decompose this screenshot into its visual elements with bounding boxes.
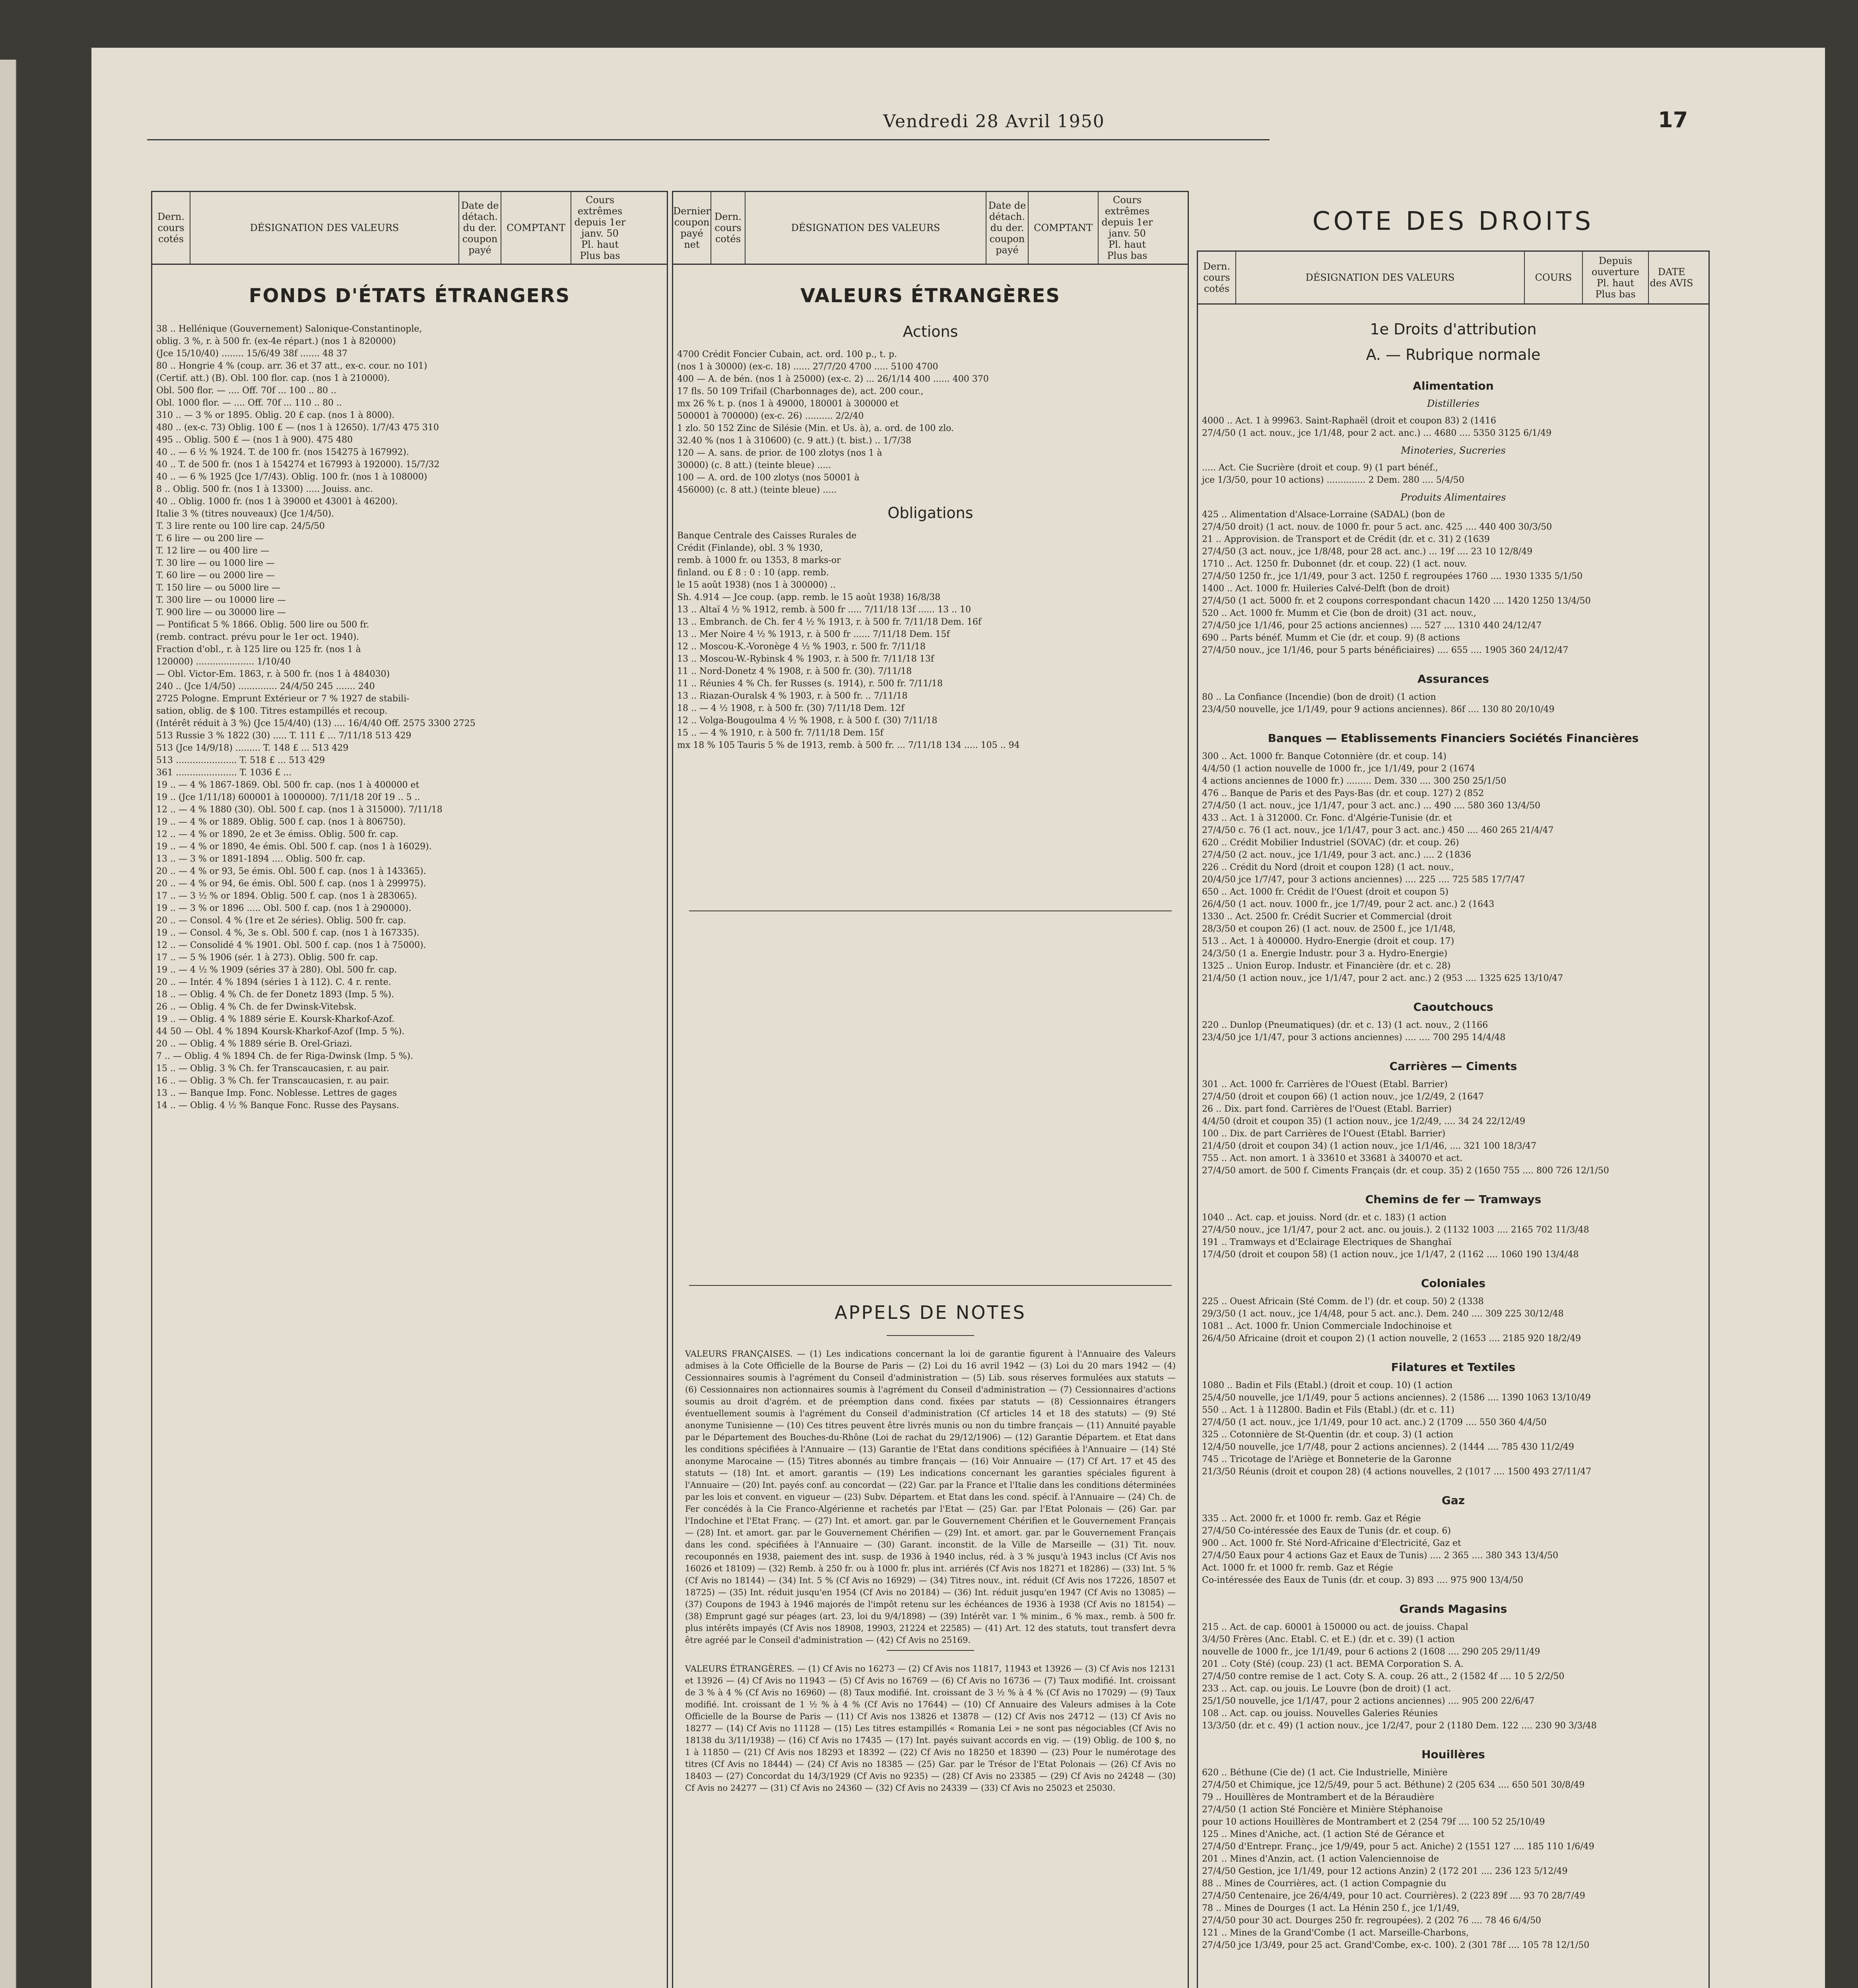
short-divider (887, 1335, 974, 1336)
list-item: 1040 .. Act. cap. et jouiss. Nord (dr. et c. 183) (1 action (1202, 1213, 1447, 1223)
list-item: 121 .. Mines de la Grand'Combe (1 act. Marseille-Charbons, (1202, 1928, 1469, 1938)
group-title: Produits Alimentaires (1400, 492, 1506, 503)
list-item: 620 .. Crédit Mobilier Industriel (SOVAC) (dr. et coup. 26) (1202, 838, 1459, 848)
header-comptant: COMPTANT (501, 192, 571, 264)
header-depuis-ouverture-label: Depuis ouverture (1592, 255, 1639, 278)
list-item: 425 .. Alimentation d'Alsace-Lorraine (SADAL) (bon de (1202, 510, 1445, 520)
list-item: mx 26 % t. p. (nos 1 à 49000, 180001 à 300000 et (677, 399, 899, 409)
table-header (673, 192, 1188, 265)
list-item: 15 .. — Oblig. 3 % Ch. fer Transcaucasien, r. au pair. (156, 1064, 389, 1074)
list-item: 13 .. Embranch. de Ch. fer 4 ½ % 1913, r. à 500 fr. 7/11/18 Dem. 16f (677, 617, 982, 627)
list-item: 233 .. Act. cap. ou jouis. Le Louvre (bon de droit) (1 act. (1202, 1684, 1451, 1694)
list-item: 40 .. — 6 % 1925 (Jce 1/7/43). Oblig. 100 fr. (nos 1 à 108000) (156, 472, 427, 482)
list-item: 1710 .. Act. 1250 fr. Dubonnet (dr. et coup. 22) (1 act. nouv. (1202, 559, 1467, 569)
list-item: 13 .. Riazan-Ouralsk 4 % 1903, r. à 500 fr. .. 7/11/18 (677, 691, 908, 701)
list-item: (Intérêt réduit à 3 %) (Jce 15/4/40) (13) .... 16/4/40 Off. 2575 3300 2725 (156, 718, 476, 728)
header-plus-bas: Plus bas (580, 250, 620, 261)
list-item: 400 — A. de bén. (nos 1 à 25000) (ex-c. 2) ... 26/1/14 400 ...... 400 370 (677, 374, 989, 384)
list-item: 20 .. — Intér. 4 % 1894 (séries 1 à 112). C. 4 r. rente. (156, 977, 391, 987)
header-date-detach: Date de détach. du der. coupon payé (459, 192, 501, 264)
list-item: 27/4/50 jce 1/3/49, pour 25 act. Grand'Combe, ex-c. 100). 2 (301 78f .... 105 78 12/1/50 (1202, 1940, 1590, 1950)
list-item: T. 900 lire — ou 30000 lire — (156, 608, 286, 617)
group-title: Houillères (1421, 1748, 1485, 1761)
list-item: 100 — A. ord. de 100 zlotys (nos 50001 à (677, 473, 860, 483)
list-item: 19 .. — 4 ½ % 1909 (séries 37 à 280). Obl. 500 fr. cap. (156, 965, 397, 975)
list-item: T. 30 lire — ou 1000 lire — (156, 558, 275, 568)
list-item: 27/4/50 droit) (1 act. nouv. de 1000 fr. pour 5 act. anc. 425 .... 440 400 30/3/50 (1202, 522, 1552, 532)
list-item: finland. ou £ 8 : 0 : 10 (app. remb. (677, 568, 829, 578)
list-item: 27/4/50 (1 act. nouv., jce 1/1/47, pour 3 act. anc.) ... 490 .... 580 360 13/4/50 (1202, 801, 1541, 811)
list-item: 4700 Crédit Foncier Cubain, act. ord. 100 p., t. p. (677, 349, 897, 359)
list-item: 32.40 % (nos 1 à 310600) (c. 9 att.) (t. bist.) .. 1/7/38 (677, 436, 912, 446)
list-item: 19 .. — Oblig. 4 % 1889 série E. Koursk-Kharkof-Azof. (156, 1014, 395, 1024)
list-item: 24/3/50 (1 a. Energie Industr. pour 3 a. Hydro-Energie) (1202, 949, 1448, 959)
list-item: 240 .. (Jce 1/4/50) .............. 24/4/50 245 ....... 240 (156, 681, 375, 691)
list-item: 300 .. Act. 1000 fr. Banque Cotonnière (dr. et coup. 14) (1202, 751, 1447, 761)
divider (689, 1285, 1172, 1286)
list-item: 361 ...................... T. 1036 £ ... (156, 768, 292, 778)
header-pl-haut: Pl. haut (581, 239, 619, 250)
list-item: 20 .. — Oblig. 4 % 1889 série B. Orel-Griazi. (156, 1039, 353, 1049)
list-item: Crédit (Finlande), obl. 3 % 1930, (677, 543, 823, 553)
list-item: 226 .. Crédit du Nord (droit et coupon 128) (1 act. nouv., (1202, 862, 1454, 872)
list-item: 27/4/50 Gestion, jce 1/1/49, pour 12 actions Anzin) 2 (172 201 .... 236 123 5/12/49 (1202, 1866, 1568, 1876)
header-pl-haut: Pl. haut (1597, 278, 1634, 289)
header-cours-extremes (571, 192, 629, 264)
list-item: 12 .. — 4 % 1880 (30). Obl. 500 f. cap. (nos 1 à 315000). 7/11/18 (156, 805, 443, 815)
list-item: 12 .. — Consolidé 4 % 1901. Obl. 500 f. cap. (nos 1 à 75000). (156, 940, 426, 950)
list-item: 12 .. Volga-Bougoulma 4 ½ % 1908, r. à 500 f. (30) 7/11/18 (677, 716, 938, 726)
list-item: 12 .. Moscou-K.-Voronège 4 ½ % 1903, r. 500 fr. 7/11/18 (677, 642, 926, 652)
list-item: 27/4/50 jce 1/1/46, pour 25 actions anciennes) .... 527 .... 1310 440 24/12/47 (1202, 621, 1542, 631)
list-item: 433 .. Act. 1 à 312000. Cr. Fonc. d'Algérie-Tunisie (dr. et (1202, 813, 1452, 823)
list-item: 18 .. — Oblig. 4 % Ch. de fer Donetz 1893 (Imp. 5 %). (156, 990, 394, 1000)
list-item: 2725 Pologne. Emprunt Extérieur or 7 % 1927 de stabili- (156, 694, 410, 704)
group-title: Caoutchoucs (1413, 1000, 1493, 1013)
group-title: Alimentation (1413, 379, 1494, 392)
group-title: Coloniales (1421, 1277, 1486, 1290)
list-item: 27/4/50 amort. de 500 f. Ciments Français (dr. et coup. 35) 2 (1650 755 .... 800 726 12/1/50 (1202, 1166, 1609, 1176)
group-title: Assurances (1417, 672, 1489, 685)
list-item: jce 1/3/50, pour 10 actions) .............. 2 Dem. 280 .... 5/4/50 (1202, 475, 1464, 485)
group-title: Gaz (1441, 1494, 1465, 1507)
group-title: Chemins de fer — Tramways (1365, 1193, 1542, 1206)
list-item: 1325 .. Union Europ. Industr. et Financière (dr. et c. 28) (1202, 961, 1451, 971)
list-item: (remb. contract. prévu pour le 1er oct. 1940). (156, 632, 359, 642)
header-cours-extremes-label: Cours extrêmes depuis 1er janv. 50 (574, 194, 626, 239)
list-item: 1 zlo. 50 152 Zinc de Silésie (Min. et Us. à), a. ord. de 100 zlo. (677, 423, 954, 433)
list-item: ..... Act. Cie Sucrière (droit et coup. 9) (1 part bénéf., (1202, 463, 1438, 473)
list-item: 26/4/50 (1 act. nouv. 1000 fr., jce 1/7/49, pour 2 act. anc.) 2 (1643 (1202, 899, 1495, 909)
list-item: 7 .. — Oblig. 4 % 1894 Ch. de fer Riga-Dwinsk (Imp. 5 %). (156, 1051, 414, 1061)
list-item: 13 .. Altaï 4 ½ % 1912, remb. à 500 fr ..... 7/11/18 13f ...... 13 .. 10 (677, 605, 971, 615)
list-item: 27/4/50 c. 76 (1 act. nouv., jce 1/1/47, pour 3 act. anc.) 450 .... 460 265 21/4/47 (1202, 825, 1554, 835)
list-item: 26/4/50 Africaine (droit et coupon 2) (1 action nouvelle, 2 (1653 .... 2185 920 18/2/49 (1202, 1334, 1581, 1343)
section-droits-attribution: 1e Droits d'attribution (1370, 320, 1537, 338)
header-plus-bas: Plus bas (1107, 250, 1147, 261)
list-item: 27/4/50 (2 act. nouv., jce 1/1/49, pour 3 act. anc.) .... 2 (1836 (1202, 850, 1471, 860)
list-item: 4000 .. Act. 1 à 99963. Saint-Raphaël (droit et coupon 83) 2 (1416 (1202, 416, 1496, 426)
list-item: 17 fls. 50 109 Trifail (Charbonnages de), act. 200 cour., (677, 386, 924, 396)
header-rule (147, 139, 1270, 140)
list-item: 17/4/50 (droit et coupon 58) (1 action nouv., jce 1/1/47, 2 (1162 .... 1060 190 13/4/48 (1202, 1250, 1579, 1260)
list-item: 108 .. Act. cap. ou jouiss. Nouvelles Galeries Réunies (1202, 1708, 1438, 1718)
header-dern-cours: Dern. cours cotés (711, 192, 746, 264)
section-title: VALEURS ÉTRANGÈRES (800, 285, 1060, 307)
list-item: 40 .. T. de 500 fr. (nos 1 à 154274 et 167993 à 192000). 15/7/32 (156, 460, 440, 470)
list-item: Italie 3 % (titres nouveaux) (Jce 1/4/50). (156, 509, 334, 519)
list-item: 27/4/50 Centenaire, jce 26/4/49, pour 10 act. Courrières). 2 (223 89f .... 93 70 28/7/49 (1202, 1891, 1585, 1901)
rubrique-normale: A. — Rubrique normale (1366, 346, 1541, 363)
running-title: Vendredi 28 Avril 1950 (883, 111, 1105, 132)
list-item: 79 .. Houillères de Montrambert et de la Béraudière (1202, 1792, 1435, 1802)
list-item: (Jce 15/10/40) ........ 15/6/49 38f ....... 48 37 (156, 349, 348, 359)
list-item: 16 .. — Oblig. 3 % Ch. fer Transcaucasien, r. au pair. (156, 1076, 389, 1086)
rows-obligations (673, 530, 1188, 751)
column-valeurs-etrangeres (672, 191, 1189, 1988)
list-item: 513 ...................... T. 518 £ ... 513 429 (156, 755, 325, 765)
list-item: 3/4/50 Frères (Anc. Etabl. C. et E.) (dr. et c. 39) (1 action (1202, 1635, 1455, 1644)
header-pl-haut: Pl. haut (1109, 239, 1146, 250)
blank-space (673, 919, 1188, 1277)
list-item: 38 .. Hellénique (Gouvernement) Salonique-Constantinople, (156, 324, 422, 334)
list-item: 201 .. Mines d'Anzin, act. (1 action Valenciennoise de (1202, 1854, 1439, 1864)
list-item: 40 .. Oblig. 1000 fr. (nos 1 à 39000 et 43001 à 46200). (156, 497, 398, 507)
list-item: 27/4/50 Eaux pour 4 actions Gaz et Eaux de Tunis) .... 2 365 .... 380 343 13/4/50 (1202, 1551, 1559, 1561)
header-dern-cours: Dern. cours cotés (1198, 252, 1236, 303)
list-item: 27/4/50 d'Entrepr. Franç., jce 1/9/49, pour 5 act. Aniche) 2 (1551 127 .... 185 110 1/6/49 (1202, 1842, 1594, 1852)
notes-valeurs-francaises: VALEURS FRANÇAISES. — (1) Les indications concernant la loi de garantie figurent à l'Annuaire des Valeurs admises à la Cote Officielle de la Bourse de Paris — (2) Loi du 16 avril 1942 — (3) Loi du 20 mars 1942 — (4) Cessionnaires soumis à l'agrément du Conseil d'administration — (5) Lib. sous réserves formulées aux statuts — (6) Cessionnaires non actionnaires soumis à l'agrément du Conseil d'administration — (7) Cessionnaires d'actions soumis au droit d'agrém. et de préemption dans cond. fixées par statuts — (8) Cessionnaires étrangers éventuellement soumis à l'agrément du Conseil d'administration (Cf articles 14 et 18 des statuts) — (9) Sté anonyme Tunisienne — (10) Ces titres peuvent être livrés munis ou non du timbre français — (11) Annuité payable par le Département des Bouches-du-Rhône (Loi de rachat du 29/12/1906) — (12) Garantie Départem. et Etat dans les conditions spécifiées à l'Annuaire — (13) Garantie de l'Etat dans conditions spécifiées à l'Annuaire — (14) Sté anonyme Marocaine — (15) Titres abonnés au timbre français — (16) Voir Annuaire — (17) Cf Art. 17 et 45 des statuts — (18) Int. et amort. garantis — (19) Les indications concernant les garanties spéciales figurent à l'Annuaire — (20) Int. payés conf. au concordat — (22) Gar. par la France et l'Italie dans les conditions déterminées par les lois et convent. en vigueur — (23) Subv. Départem. et Etat dans les cond. spécif. à l'Annuaire — (24) Ch. de Fer concédés à la Cie Franco-Algérienne et rachetés par l'Etat — (25) Gar. par l'Etat Polonais — (26) Gar. par l'Indochine et l'Etat Franç. — (27) Int. et amort. gar. par le Gouvernement Chérifien et le Gouvernement Français — (28) Int. et amort. gar. par le Gouvernement Chérifien — (29) Int. et amort. gar. par le Gouvernement Français dans les cond. spécifiées à l'Annuaire — (30) Garant. inconstit. de la Ville de Marseille — (31) Tit. nouv. recouponnés en 1938, paiement des int. susp. de 1936 à 1940 inclus, réd. à 3 % jusqu'à 1943 inclus (Cf Avis nos 16026 et 18109) — (32) Remb. à 250 fr. ou à 1000 fr. plus int. arriérés (Cf Avis nos 18271 et 18286) — (33) Int. 5 % (Cf Avis no 18144) — (34) Int. 5 % (Cf Avis no 16929) — (34) Titres nouv., int. réduit (Cf Avis nos 17226, 18507 et 18725) — (35) Int. réduit jusqu'en 1954 (Cf Avis no 20184) — (36) Int. réduit jusqu'en 1947 (Cf Avis no 13085) — (37) Coupons de 1943 à 1946 majorés de l'impôt retenu sur les échéances de 1936 à 1938 (Cf Avis no 18154) — (38) Emprunt gagé sur péages (art. 23, loi du 9/4/1898) — (39) Intérêt var. 1 % minim., 6 % max., remb. à 500 fr. plus intérêts impayés (Cf Avis nos 18908, 19903, 21224 et 22585) — (41) Art. 12 des statuts, tout transfert devra être agréé par le Conseil d'administration — (42) Cf Avis no 25169. (685, 1349, 1176, 1645)
list-item: 19 .. (Jce 1/11/18) 600001 à 1000000). 7/11/18 20f 19 .. 5 .. (156, 792, 420, 802)
list-item: 20 .. — 4 % or 94, 6e émis. Obl. 500 f. cap. (nos 1 à 299975). (156, 879, 426, 889)
header-designation: DÉSIGNATION DES VALEURS (1236, 252, 1525, 303)
list-item: 27/4/50 (3 act. nouv., jce 1/8/48, pour 28 act. anc.) ... 19f .... 23 10 12/8/49 (1202, 547, 1533, 557)
list-item: 201 .. Coty (Sté) (coup. 23) (1 act. BEMA Corporation S. A. (1202, 1659, 1464, 1669)
list-item: 120000) ..................... 1/10/40 (156, 657, 291, 667)
list-item: 12/4/50 nouvelle, jce 1/7/48, pour 2 actions anciennes). 2 (1444 .... 785 430 11/2/49 (1202, 1442, 1575, 1452)
list-item: 4 actions anciennes de 1000 fr.) ......... Dem. 330 .... 300 250 25/1/50 (1202, 776, 1507, 786)
list-item: 44 50 — Obl. 4 % 1894 Koursk-Kharkof-Azof (Imp. 5 %). (156, 1027, 405, 1037)
list-item: 19 .. — 3 % or 1896 ..... Obl. 500 f. cap. (nos 1 à 290000). (156, 903, 412, 913)
list-item: 19 .. — 4 % or 1890, 4e émis. Obl. 500 f. cap. (nos 1 à 16029). (156, 842, 432, 852)
list-item: 12 .. — 4 % or 1890, 2e et 3e émiss. Oblig. 500 fr. cap. (156, 829, 398, 839)
list-item: T. 6 lire — ou 200 lire — (156, 534, 264, 544)
header-cours: COURS (1525, 252, 1583, 303)
list-item: 19 .. — 4 % or 1889. Oblig. 500 f. cap. (nos 1 à 806750). (156, 817, 406, 827)
list-item: 215 .. Act. de cap. 60001 à 150000 ou act. de jouiss. Chapal (1202, 1622, 1468, 1632)
list-item: T. 150 lire — ou 5000 lire — (156, 583, 280, 593)
list-item: 21/3/50 Réunis (droit et coupon 28) (4 actions nouvelles, 2 (1017 .... 1500 493 27/11/47 (1202, 1467, 1592, 1477)
list-item: Fraction d'obl., r. à 125 lire ou 125 fr. (nos 1 à (156, 645, 361, 654)
list-item: 27/4/50 (droit et coupon 66) (1 action nouv., jce 1/2/49, 2 (1647 (1202, 1092, 1484, 1102)
list-item: 13/3/50 (dr. et c. 49) (1 action nouv., jce 1/2/47, pour 2 (1180 Dem. 122 .... 230 90 3/3/48 (1202, 1721, 1597, 1731)
list-item: T. 12 lire — ou 400 lire — (156, 546, 270, 556)
list-item: oblig. 3 %, r. à 500 fr. (ex-4e répart.) (nos 1 à 820000) (156, 336, 396, 346)
list-item: 20/4/50 jce 1/7/47, pour 3 actions anciennes) .... 225 .... 725 585 17/7/47 (1202, 875, 1525, 885)
header-cours-extremes-label: Cours extrêmes depuis 1er janv. 50 (1101, 194, 1153, 239)
groups-col3 (1198, 379, 1709, 1951)
list-item: 27/4/50 et Chimique, jce 12/5/49, pour 5 act. Béthune) 2 (205 634 .... 650 501 30/8/49 (1202, 1780, 1585, 1790)
column-fonds-etats (151, 191, 668, 1988)
header-date-avis: DATE des AVIS (1650, 266, 1693, 289)
list-item: 30000) (c. 8 att.) (teinte bleue) ..... (677, 460, 831, 470)
list-item: 27/4/50 (1 act. nouv., jce 1/1/48, pour 2 act. anc.) ... 4680 .... 5350 3125 6/1/49 (1202, 428, 1552, 438)
list-item: 80 .. La Confiance (Incendie) (bon de droit) (1 action (1202, 692, 1436, 702)
list-item: — Pontificat 5 % 1866. Oblig. 500 lire ou 500 fr. (156, 620, 369, 630)
list-item: 513 Russie 3 % 1822 (30) ..... T. 111 £ ... 7/11/18 513 429 (156, 731, 412, 741)
list-item: 456000) (c. 8 att.) (teinte bleue) ..... (677, 485, 837, 495)
list-item: 120 — A. sans. de prior. de 100 zlotys (nos 1 à (677, 448, 882, 458)
list-item: 27/4/50 (1 act. 5000 fr. et 2 coupons correspondant chacun 1420 .... 1420 1250 13/4/50 (1202, 596, 1591, 606)
list-item: 100 .. Dix. de part Carrières de l'Ouest (Etabl. Barrier) (1202, 1129, 1446, 1139)
list-item: 17 .. — 5 % 1906 (sér. 1 à 273). Oblig. 500 fr. cap. (156, 953, 378, 963)
list-item: 690 .. Parts bénéf. Mumm et Cie (dr. et coup. 9) (8 actions (1202, 633, 1460, 643)
list-item: 4/4/50 (droit et coupon 35) (1 action nouv., jce 1/2/49, .... 34 24 22/12/49 (1202, 1116, 1526, 1126)
list-item: 550 .. Act. 1 à 112800. Badin et Fils (Etabl.) (dr. et c. 11) (1202, 1405, 1454, 1415)
list-item: Sh. 4.914 — Jce coup. (app. remb. le 15 août 1938) 16/8/38 (677, 592, 941, 602)
list-item: 11 .. Nord-Donetz 4 % 1908, r. à 500 fr. (30). 7/11/18 (677, 666, 912, 676)
page-number: 17 (1658, 107, 1688, 132)
rows-col1 (152, 323, 667, 1112)
list-item: 19 .. — 4 % 1867-1869. Obl. 500 fr. cap. (nos 1 à 400000 et (156, 780, 419, 790)
list-item: 191 .. Tramways et d'Eclairage Electriques de Shanghaï (1202, 1237, 1452, 1247)
header-comptant: COMPTANT (1029, 192, 1099, 264)
table-header (152, 192, 667, 265)
list-item: 14 .. — Oblig. 4 ½ % Banque Fonc. Russe des Paysans. (156, 1101, 399, 1110)
list-item: 40 .. — 6 ½ % 1924. T. de 100 fr. (nos 154275 à 167992). (156, 447, 409, 457)
header-cours-extremes (1099, 192, 1156, 264)
list-item: 27/4/50 nouv., jce 1/1/47, pour 2 act. anc. ou jouis.). 2 (1132 1003 .... 2165 702 11/3/48 (1202, 1225, 1589, 1235)
list-item: mx 18 % 105 Tauris 5 % de 1913, remb. à 500 fr. ... 7/11/18 134 ..... 105 .. 94 (677, 740, 1020, 750)
list-item: 27/4/50 (1 act. nouv., jce 1/1/49, pour 10 act. anc.) 2 (1709 .... 550 360 4/4/50 (1202, 1417, 1547, 1427)
list-item: 27/4/50 1250 fr., jce 1/1/49, pour 3 act. 1250 f. regroupées 1760 .... 1930 1335 5/1/50 (1202, 571, 1583, 581)
list-item: 310 .. — 3 % or 1895. Oblig. 20 £ cap. (nos 1 à 8000). (156, 410, 395, 420)
list-item: 500001 à 700000) (ex-c. 26) .......... 2/2/40 (677, 411, 864, 421)
list-item: 476 .. Banque de Paris et des Pays-Bas (dr. et coup. 127) 2 (852 (1202, 788, 1484, 798)
actions-title: Actions (903, 323, 958, 340)
list-item: Obl. 500 flor. — .... Off. 70f ... 100 .. 80 .. (156, 386, 336, 396)
list-item: le 15 août 1938) (nos 1 à 300000) .. (677, 580, 836, 590)
list-item: 25/4/50 nouvelle, jce 1/1/49, pour 5 actions anciennes). 2 (1586 .... 1390 1063 13/10/49 (1202, 1393, 1591, 1403)
list-item: 220 .. Dunlop (Pneumatiques) (dr. et c. 13) (1 act. nouv., 2 (1166 (1202, 1020, 1488, 1030)
list-item: 15 .. — 4 % 1910, r. à 500 fr. 7/11/18 Dem. 15f (677, 728, 883, 738)
list-item: 335 .. Act. 2000 fr. et 1000 fr. remb. Gaz et Régie (1202, 1514, 1421, 1524)
list-item: 23/4/50 jce 1/1/47, pour 3 actions anciennes) .... .... 700 295 14/4/48 (1202, 1033, 1506, 1043)
group-title: Grands Magasins (1399, 1602, 1507, 1615)
list-item: 1330 .. Act. 2500 fr. Crédit Sucrier et Commercial (droit (1202, 912, 1452, 922)
list-item: 13 .. Mer Noire 4 ½ % 1913, r. à 500 fr ...... 7/11/18 Dem. 15f (677, 629, 950, 639)
list-item: 19 .. — Consol. 4 %, 3e s. Obl. 500 f. cap. (nos 1 à 167335). (156, 928, 419, 938)
list-item: 11 .. Réunies 4 % Ch. fer Russes (s. 1914), r. 500 fr. 7/11/18 (677, 679, 943, 689)
group-title: Banques — Etablissements Financiers Sociétés Financières (1268, 732, 1639, 745)
list-item: 900 .. Act. 1000 fr. Sté Nord-Africaine d'Electricité, Gaz et (1202, 1538, 1461, 1548)
notes-valeurs-etrangeres: VALEURS ÉTRANGÈRES. — (1) Cf Avis no 16273 — (2) Cf Avis nos 11817, 11943 et 13926 — (3) Cf Avis nos 12131 et 13926 — (4) Cf Avis no 11943 — (5) Cf Avis no 16769 — (6) Cf Avis no 16736 — (7) Taux modifié. Int. croissant de 3 % à 4 % (Cf Avis no 16960) — (8) Taux modifié. Int. croissant de 3 ½ % à 4 % (Cf Avis no 17029) — (9) Taux modifié. Int. croissant de 1 ½ % à 4 % (Cf Avis no 17644) — (10) Cf Annuaire des Valeurs admises à la Cote Officielle de la Bourse de Paris — (11) Cf Avis nos 13826 et 13878 — (12) Cf Avis nos 24712 — (13) Cf Avis no 18277 — (14) Cf Avis no 11128 — (15) Les titres estampillés « Romania Lei » ne sont pas négociables (Cf Avis no 18138 du 3/11/1938) — (16) Cf Avis no 17435 — (17) Int. payés suivant accords en vig. — (19) Oblig. de 100 $, no 1 à 11850 — (21) Cf Avis nos 18293 et 18392 — (22) Cf Avis no 18250 et 18390 — (23) Pour le numérotage des titres (Cf Avis no 18444) — (24) Cf Avis no 18385 — (25) Gar. par le Trésor de l'Etat Polonais — (26) Cf Avis no 18403 — (27) Concordat du 14/3/1929 (Cf Avis no 9235) — (28) Cf Avis no 23385 — (29) Cf Avis no 24248 — (30) Cf Avis no 24277 — (31) Cf Avis no 24360 — (32) Cf Avis no 24339 — (33) Cf Avis no 25023 et 25030. (685, 1664, 1176, 1793)
header-dernier-coupon: Dernier coupon payé net (673, 192, 711, 264)
list-item: 301 .. Act. 1000 fr. Carrières de l'Ouest (Etabl. Barrier) (1202, 1079, 1448, 1089)
list-item: 28/3/50 et coupon 26) (1 act. nouv. de 2500 f., jce 1/1/48, (1202, 924, 1456, 934)
obligations-title: Obligations (887, 504, 973, 522)
list-item: 13 .. Moscou-W.-Rybinsk 4 % 1903, r. à 500 fr. 7/11/18 13f (677, 654, 934, 664)
list-item: T. 300 lire — ou 10000 lire — (156, 595, 286, 605)
list-item: Obl. 1000 flor. — .... Off. 70f ... 110 .. 80 .. (156, 398, 342, 408)
list-item: 755 .. Act. non amort. 1 à 33610 et 33681 à 340070 et act. (1202, 1153, 1463, 1163)
list-item: 27/4/50 nouv., jce 1/1/46, pour 5 parts bénéficiaires) .... 655 .... 1905 360 24/12/47 (1202, 645, 1569, 655)
list-item: 20 .. — Consol. 4 % (1re et 2e séries). Oblig. 500 fr. cap. (156, 916, 406, 926)
list-item: T. 3 lire rente ou 100 lire cap. 24/5/50 (156, 521, 325, 531)
list-item: T. 60 lire — ou 2000 lire — (156, 571, 275, 580)
list-item: 8 .. Oblig. 500 fr. (nos 1 à 13300) ..... Jouiss. anc. (156, 484, 373, 494)
list-item: pour 10 actions Houillères de Montrambert et 2 (254 79f .... 100 52 25/10/49 (1202, 1817, 1545, 1827)
list-item: 520 .. Act. 1000 fr. Mumm et Cie (bon de droit) (31 act. nouv., (1202, 608, 1477, 618)
list-item: 80 .. Hongrie 4 % (coup. arr. 36 et 37 att., ex-c. cour. no 101) (156, 361, 427, 371)
list-item: 4/4/50 (1 action nouvelle de 1000 fr., jce 1/1/49, pour 2 (1674 (1202, 764, 1476, 774)
list-item: 29/3/50 (1 act. nouv., jce 1/4/48, pour 5 act. anc.). Dem. 240 .... 309 225 30/12/48 (1202, 1309, 1564, 1319)
list-item: (nos 1 à 30000) (ex-c. 18) ...... 27/7/20 4700 ..... 5100 4700 (677, 362, 938, 372)
list-item: 513 .. Act. 1 à 400000. Hydro-Energie (droit et coup. 17) (1202, 936, 1454, 946)
header-date-detach: Date de détach. du der. coupon payé (986, 192, 1029, 264)
list-item: nouvelle de 1000 fr., jce 1/1/49, pour 6 actions 2 (1608 .... 290 205 29/11/49 (1202, 1647, 1540, 1657)
facing-page-edge (0, 60, 17, 1988)
list-item: 25/1/50 nouvelle, jce 1/1/47, pour 2 actions anciennes) .... 905 200 22/6/47 (1202, 1696, 1535, 1706)
list-item: 21/4/50 (droit et coupon 34) (1 action nouv., jce 1/1/46, .... 321 100 18/3/47 (1202, 1141, 1537, 1151)
list-item: 26 .. — Oblig. 4 % Ch. de fer Dwinsk-Vitebsk. (156, 1002, 357, 1012)
list-item: 26 .. Dix. part fond. Carrières de l'Ouest (Etabl. Barrier) (1202, 1104, 1452, 1114)
list-item: Banque Centrale des Caisses Rurales de (677, 531, 857, 541)
group-title: Minoteries, Sucreries (1401, 445, 1506, 456)
list-item: 495 .. Oblig. 500 £ — (nos 1 à 900). 475 480 (156, 435, 353, 445)
list-item: — Obl. Victor-Em. 1863, r. à 500 fr. (nos 1 à 484030) (156, 669, 390, 679)
list-item: 23/4/50 nouvelle, jce 1/1/49, pour 9 actions anciennes). 86f .... 130 80 20/10/49 (1202, 705, 1555, 714)
group-title: Filatures et Textiles (1391, 1361, 1516, 1374)
list-item: 125 .. Mines d'Aniche, act. (1 action Sté de Gérance et (1202, 1829, 1444, 1839)
list-item: 513 (Jce 14/9/18) ......... T. 148 £ ... 513 429 (156, 743, 349, 753)
rows-actions (673, 348, 1188, 496)
table-header (1198, 252, 1709, 305)
list-item: 17 .. — 3 ½ % or 1894. Oblig. 500 f. cap. (nos 1 à 283065). (156, 891, 417, 901)
section-title: FONDS D'ÉTATS ÉTRANGERS (249, 285, 571, 307)
list-item: 1080 .. Badin et Fils (Etabl.) (droit et coup. 10) (1 action (1202, 1380, 1453, 1390)
list-item: 13 .. — 3 % or 1891-1894 .... Oblig. 500 fr. cap. (156, 854, 365, 864)
list-item: 745 .. Tricotage de l'Ariège et Bonneterie de la Garonne (1202, 1454, 1452, 1464)
list-item: 27/4/50 (1 action Sté Foncière et Minière Stéphanoise (1202, 1805, 1443, 1815)
list-item: 480 .. (ex-c. 73) Oblig. 100 £ — (nos 1 à 12650). 1/7/43 475 310 (156, 423, 439, 433)
header-designation: DÉSIGNATION DES VALEURS (190, 192, 459, 264)
list-item: 225 .. Ouest Africain (Sté Comm. de l') (dr. et coup. 50) 2 (1338 (1202, 1297, 1484, 1307)
list-item: (Certif. att.) (B). Obl. 100 flor. cap. (nos 1 à 210000). (156, 373, 390, 383)
list-item: 21/4/50 (1 action nouv., jce 1/1/47, pour 2 act. anc.) 2 (953 .... 1325 625 13/10/47 (1202, 973, 1563, 983)
subgroup-title: Distilleries (1427, 398, 1479, 409)
list-item: 650 .. Act. 1000 fr. Crédit de l'Ouest (droit et coupon 5) (1202, 887, 1449, 897)
list-item: Co-intéressée des Eaux de Tunis (dr. et coup. 3) 893 .... 975 900 13/4/50 (1202, 1575, 1523, 1585)
appels-title: APPELS DE NOTES (835, 1302, 1026, 1323)
list-item: remb. à 1000 fr. ou 1353, 8 marks-or (677, 555, 841, 565)
group-title: Carrières — Ciments (1389, 1060, 1517, 1073)
list-item: 20 .. — 4 % or 93, 5e émis. Obl. 500 f. cap. (nos 1 à 143365). (156, 866, 426, 876)
header-designation: DÉSIGNATION DES VALEURS (746, 192, 986, 264)
list-item: sation, oblig. de $ 100. Titres estampillés et recoup. (156, 706, 388, 716)
list-item: 27/4/50 Co-intéressée des Eaux de Tunis (dr. et coup. 6) (1202, 1526, 1451, 1536)
list-item: 21 .. Approvision. de Transport et de Crédit (dr. et c. 31) 2 (1639 (1202, 534, 1490, 544)
list-item: 13 .. — Banque Imp. Fonc. Noblesse. Lettres de gages (156, 1088, 397, 1098)
list-item: 325 .. Cotonnière de St-Quentin (dr. et coup. 3) (1 action (1202, 1430, 1454, 1440)
list-item: 18 .. — 4 ½ 1908, r. à 500 fr. (30) 7/11/18 Dem. 12f (677, 703, 905, 713)
header-depuis-ouverture (1583, 252, 1649, 303)
list-item: 88 .. Mines de Courrières, act. (1 action Compagnie du (1202, 1879, 1446, 1889)
cote-des-droits-title: COTE DES DROITS (1312, 207, 1594, 236)
list-item: 78 .. Mines de Dourges (1 act. La Hénin 250 f., jce 1/1/49, (1202, 1903, 1460, 1913)
header-plus-bas: Plus bas (1595, 289, 1636, 300)
list-item: 1081 .. Act. 1000 fr. Union Commerciale Indochinoise et (1202, 1321, 1452, 1331)
column-cote-droits (1197, 250, 1710, 1988)
short-divider (887, 1650, 974, 1651)
header-dern-cours: Dern. cours cotés (152, 192, 190, 264)
list-item: Act. 1000 fr. et 1000 fr. remb. Gaz et Régie (1202, 1563, 1393, 1573)
list-item: 27/4/50 pour 30 act. Dourges 250 fr. regroupées). 2 (202 76 .... 78 46 6/4/50 (1202, 1916, 1542, 1926)
list-item: 1400 .. Act. 1000 fr. Huileries Calvé-Delft (bon de droit) (1202, 584, 1450, 594)
list-item: 620 .. Béthune (Cie de) (1 act. Cie Industrielle, Minière (1202, 1768, 1448, 1778)
list-item: 27/4/50 contre remise de 1 act. Coty S. A. coup. 26 att., 2 (1582 4f .... 10 5 2/2/50 (1202, 1672, 1565, 1681)
